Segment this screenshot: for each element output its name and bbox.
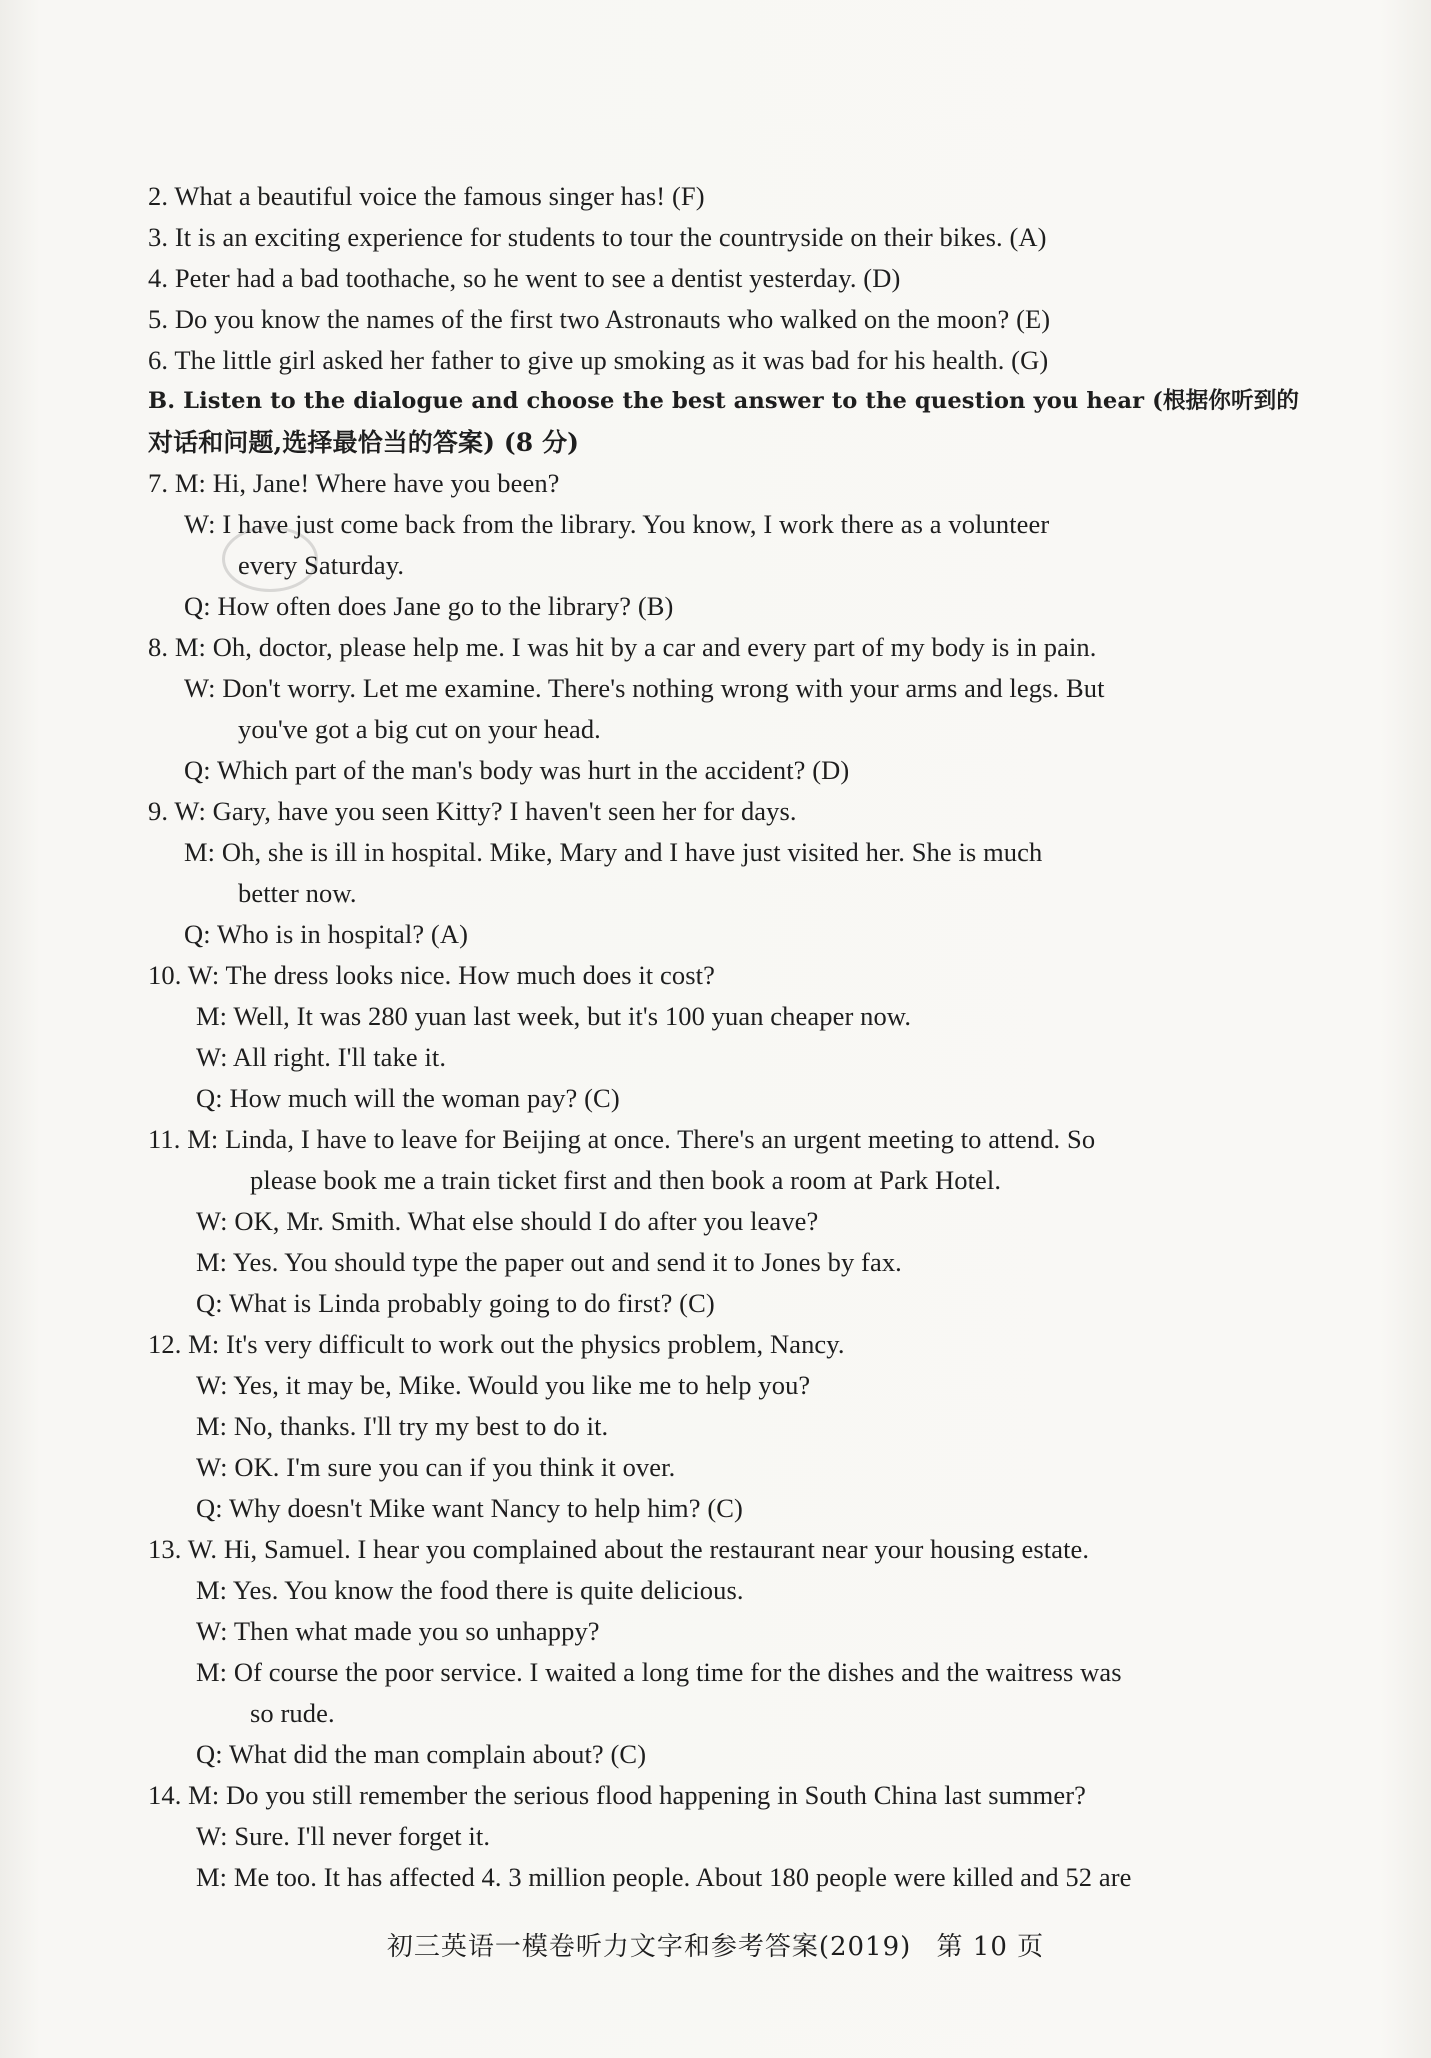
- footer-page-number: 第 10 页: [936, 1932, 1045, 1962]
- dialogue-9-line2-cont: better now.: [238, 878, 357, 908]
- dialogue-7-line2: W: I have just come back from the library. You know, I work there as a volunteer: [184, 509, 1050, 539]
- footer-title: 初三英语一模卷听力文字和参考答案(2019): [386, 1932, 912, 1962]
- dialogue-9-question: Q: Who is in hospital? (A): [184, 919, 469, 949]
- dialogue-8-line2: W: Don't worry. Let me examine. There's nothing wrong with your arms and legs. But: [184, 673, 1105, 703]
- dialogue-10-line1: 10. W: The dress looks nice. How much does it cost?: [148, 960, 715, 990]
- dialogue-9-line1: 9. W: Gary, have you seen Kitty? I haven't seen her for days.: [148, 796, 797, 826]
- dialogue-11-line1: 11. M: Linda, I have to leave for Beijing at once. There's an urgent meeting to attend. So: [148, 1124, 1096, 1154]
- dialogue-12-line1: 12. M: It's very difficult to work out the physics problem, Nancy.: [148, 1329, 845, 1359]
- item-6: 6. The little girl asked her father to give up smoking as it was bad for his health. (G): [148, 345, 1049, 375]
- dialogue-14-line2: W: Sure. I'll never forget it.: [196, 1821, 491, 1851]
- dialogue-13-line2: M: Yes. You know the food there is quite delicious.: [196, 1575, 744, 1605]
- dialogue-7-line1: 7. M: Hi, Jane! Where have you been?: [148, 468, 560, 498]
- item-2: 2. What a beautiful voice the famous singer has! (F): [148, 181, 705, 211]
- dialogue-12-line2: W: Yes, it may be, Mike. Would you like me to help you?: [196, 1370, 811, 1400]
- dialogue-11-line1-cont: please book me a train ticket first and then book a room at Park Hotel.: [250, 1165, 1002, 1195]
- dialogue-8-question: Q: Which part of the man's body was hurt in the accident? (D): [184, 755, 850, 785]
- dialogue-10-line3: W: All right. I'll take it.: [196, 1042, 447, 1072]
- dialogue-13-line4-cont: so rude.: [250, 1698, 335, 1728]
- dialogue-12-line3: M: No, thanks. I'll try my best to do it.: [196, 1411, 609, 1441]
- dialogue-10-line2: M: Well, It was 280 yuan last week, but it's 100 yuan cheaper now.: [196, 1001, 912, 1031]
- dialogue-14-line3: M: Me too. It has affected 4. 3 million people. About 180 people were killed and 52 are: [196, 1862, 1132, 1892]
- dialogue-11-question: Q: What is Linda probably going to do first? (C): [196, 1288, 715, 1318]
- dialogue-10-question: Q: How much will the woman pay? (C): [196, 1083, 620, 1113]
- item-4: 4. Peter had a bad toothache, so he went to see a dentist yesterday. (D): [148, 263, 901, 293]
- dialogue-13-line4: M: Of course the poor service. I waited a long time for the dishes and the waitress was: [196, 1657, 1122, 1687]
- item-3: 3. It is an exciting experience for students to tour the countryside on their bikes. (A): [148, 222, 1047, 252]
- page-footer: [0, 1926, 1431, 1963]
- dialogue-11-line3: M: Yes. You should type the paper out and send it to Jones by fax.: [196, 1247, 902, 1277]
- dialogue-7-line2-cont: every Saturday.: [238, 550, 405, 580]
- item-5: 5. Do you know the names of the first two Astronauts who walked on the moon? (E): [148, 304, 1051, 334]
- dialogue-8-line2-cont: you've got a big cut on your head.: [238, 714, 601, 744]
- document-content: [148, 176, 1300, 1898]
- dialogue-14-line1: 14. M: Do you still remember the serious flood happening in South China last summer?: [148, 1780, 1087, 1810]
- section-b-heading-line2: 对话和问题,选择最恰当的答案) (8 分): [148, 428, 580, 457]
- section-b-heading-line1: B. Listen to the dialogue and choose the best answer to the question you hear (根据你听到的: [148, 388, 1300, 414]
- dialogue-12-line4: W: OK. I'm sure you can if you think it over.: [196, 1452, 676, 1482]
- dialogue-12-question: Q: Why doesn't Mike want Nancy to help him? (C): [196, 1493, 743, 1523]
- dialogue-8-line1: 8. M: Oh, doctor, please help me. I was hit by a car and every part of my body is in pain.: [148, 632, 1097, 662]
- dialogue-13-line3: W: Then what made you so unhappy?: [196, 1616, 600, 1646]
- dialogue-7-question: Q: How often does Jane go to the library? (B): [184, 591, 674, 621]
- dialogue-11-line2: W: OK, Mr. Smith. What else should I do after you leave?: [196, 1206, 819, 1236]
- dialogue-9-line2: M: Oh, she is ill in hospital. Mike, Mary and I have just visited her. She is much: [184, 837, 1043, 867]
- dialogue-13-line1: 13. W. Hi, Samuel. I hear you complained about the restaurant near your housing estate.: [148, 1534, 1090, 1564]
- dialogue-13-question: Q: What did the man complain about? (C): [196, 1739, 647, 1769]
